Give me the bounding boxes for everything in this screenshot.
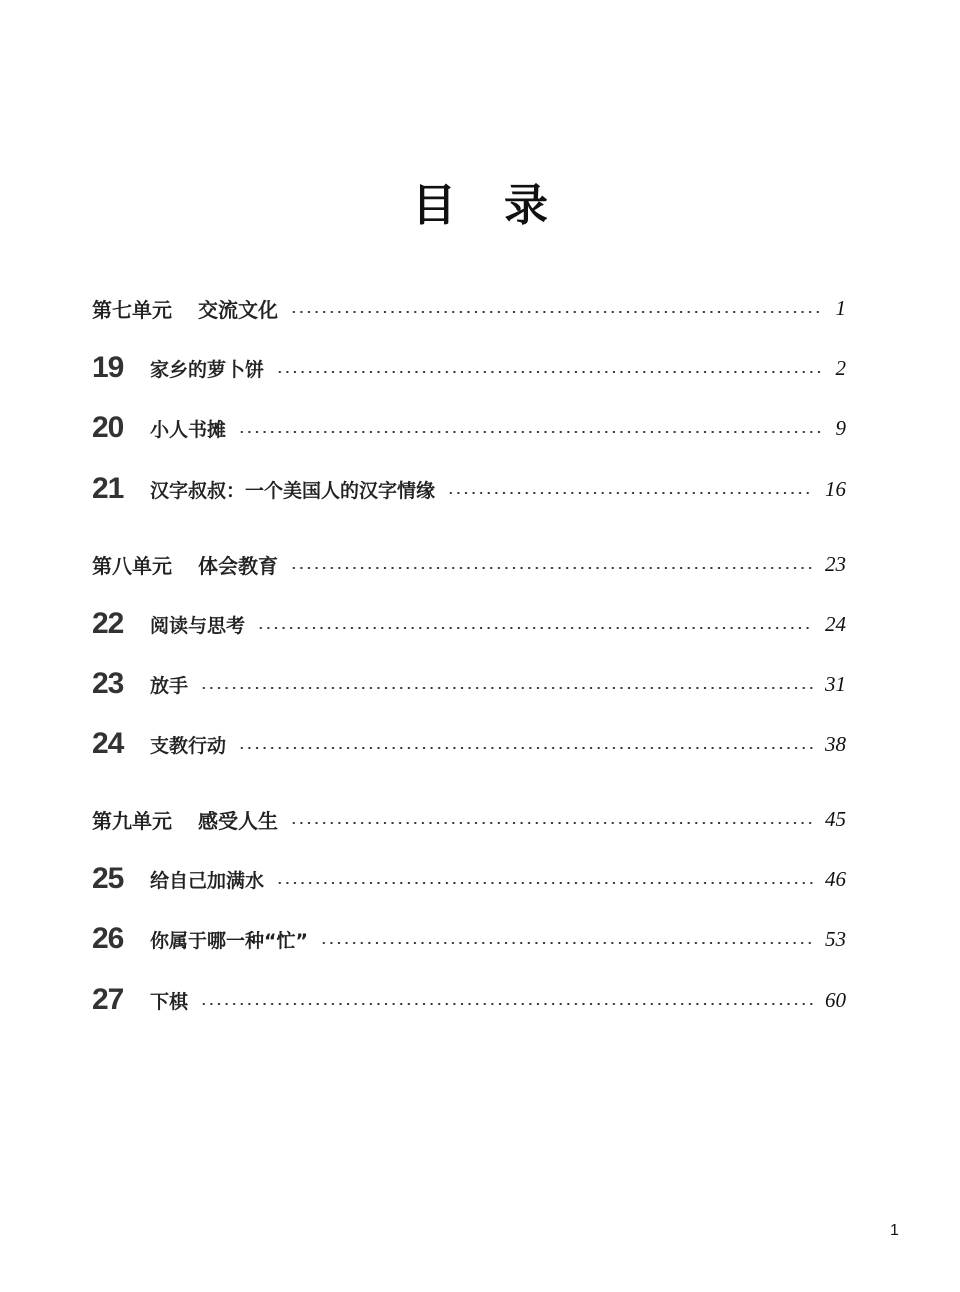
dot-leader	[200, 687, 813, 689]
lesson-title: 支教行动	[150, 734, 227, 757]
toc-lesson-20[interactable]	[92, 408, 846, 448]
toc-lesson-19[interactable]	[92, 348, 846, 388]
lesson-number: 22	[92, 607, 124, 640]
toc-lesson-24[interactable]	[92, 724, 846, 764]
page-number: 45	[825, 806, 846, 831]
page-number: 23	[825, 551, 846, 576]
lesson-number: 21	[92, 472, 124, 505]
page-number: 9	[835, 415, 846, 440]
lesson-number: 24	[92, 727, 124, 760]
toc-lesson-26[interactable]	[92, 919, 846, 959]
lesson-title: 放手	[150, 674, 189, 697]
page-number: 53	[825, 926, 846, 951]
page-number: 31	[825, 671, 846, 696]
unit-name: 体会教育	[198, 553, 278, 578]
dot-leader	[276, 371, 823, 373]
dot-leader	[276, 882, 813, 884]
title-char-1: 目	[412, 180, 504, 231]
page-number: 46	[825, 866, 846, 891]
lesson-number: 20	[92, 411, 124, 444]
lesson-title: 阅读与思考	[150, 614, 246, 637]
lesson-title: 家乡的萝卜饼	[150, 358, 265, 381]
unit-name: 感受人生	[198, 808, 278, 833]
page-number: 16	[825, 476, 846, 501]
dot-leader	[290, 822, 813, 824]
dot-leader	[238, 431, 823, 433]
dot-leader	[257, 627, 813, 629]
toc-unit-8[interactable]	[92, 544, 846, 584]
page-number: 2	[835, 355, 846, 380]
dot-leader	[320, 942, 813, 944]
toc-lesson-21[interactable]	[92, 469, 846, 509]
unit-label: 第七单元	[92, 297, 172, 322]
lesson-number: 25	[92, 862, 124, 895]
toc-lesson-23[interactable]	[92, 664, 846, 704]
unit-label: 第九单元	[92, 808, 172, 833]
toc-unit-7[interactable]	[92, 288, 846, 328]
toc-unit-9[interactable]	[92, 799, 846, 839]
toc-lesson-22[interactable]	[92, 604, 846, 644]
lesson-number: 23	[92, 667, 124, 700]
toc-lesson-27[interactable]	[92, 980, 846, 1020]
toc-lesson-25[interactable]	[92, 859, 846, 899]
dot-leader	[238, 747, 813, 749]
unit-name: 交流文化	[198, 297, 278, 322]
lesson-title: 下棋	[150, 990, 189, 1013]
page-number: 38	[825, 731, 846, 756]
lesson-title: 给自己加满水	[150, 869, 265, 892]
lesson-title: 你属于哪一种“忙”	[150, 929, 308, 952]
dot-leader	[200, 1003, 813, 1005]
lesson-number: 27	[92, 983, 124, 1016]
lesson-title: 小人书摊	[150, 418, 227, 441]
page-number: 24	[825, 611, 846, 636]
page-number: 60	[825, 987, 846, 1012]
lesson-number: 19	[92, 351, 124, 384]
dot-leader	[447, 492, 813, 494]
unit-label: 第八单元	[92, 553, 172, 578]
title-char-2: 录	[504, 180, 596, 231]
page-number: 1	[835, 295, 846, 320]
dot-leader	[290, 567, 813, 569]
page-title	[0, 178, 960, 234]
dot-leader	[290, 311, 824, 313]
lesson-number: 26	[92, 922, 124, 955]
footer-page-number: 1	[890, 1222, 899, 1239]
lesson-title: 汉字叔叔：一个美国人的汉字情缘	[150, 479, 436, 502]
